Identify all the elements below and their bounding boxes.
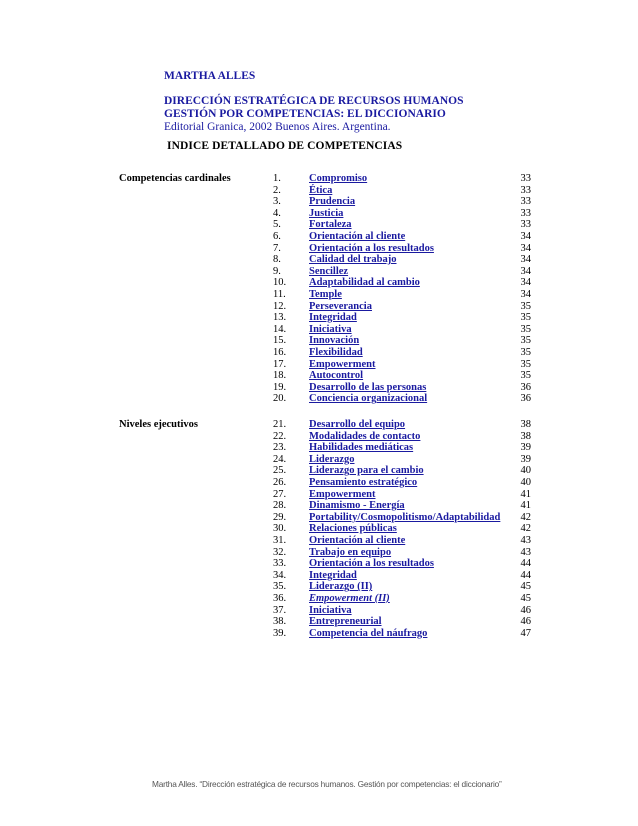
item-number: 16. [273,346,287,358]
competency-link[interactable]: Compromiso [309,173,368,184]
index-row [119,231,531,243]
page-number: 34 [520,242,531,254]
page-number: 35 [520,300,531,312]
competency-link[interactable]: Ética [309,184,333,196]
item-number: 6. [273,230,281,242]
item-number: 13. [273,312,287,324]
item-number: 25. [273,465,287,477]
page-number: 35 [520,335,531,347]
item-number: 38. [273,616,287,628]
competency-link[interactable]: Entrepreneurial [309,616,382,628]
competency-link[interactable]: Perseverancia [309,300,372,312]
competency-link[interactable]: Orientación al cliente [309,230,406,242]
item-number: 36. [273,592,287,604]
competency-link[interactable]: Relaciones públicas [309,523,397,535]
competency-link[interactable]: Prudencia [309,196,356,208]
section-niveles-ejecutivos [119,419,531,639]
item-number: 27. [273,488,287,500]
index-row [119,301,531,313]
item-number: 18. [273,370,287,382]
item-number: 30. [273,523,287,535]
competency-link[interactable]: Liderazgo para el cambio [309,465,424,477]
competency-link[interactable]: Desarrollo del equipo [309,419,406,430]
item-number: 19. [273,381,287,393]
index-row [119,500,531,512]
competency-link[interactable]: Competencia del náufrago [309,627,428,639]
page-number: 39 [520,442,531,454]
page-number: 35 [520,323,531,335]
index-row [119,266,531,278]
page-number: 41 [520,500,531,512]
index-row [119,581,531,593]
index-row [119,523,531,535]
item-number: 32. [273,546,287,558]
item-number: 15. [273,335,287,347]
competency-link[interactable]: Empowerment [309,488,376,500]
page-number: 35 [520,346,531,358]
page-number: 38 [520,419,531,430]
competency-link[interactable]: Orientación al cliente [309,534,406,546]
index-row [119,219,531,231]
item-number: 33. [273,558,287,570]
page-number: 43 [520,546,531,558]
index-row [119,382,531,394]
index-row [119,605,531,617]
competency-link[interactable]: Temple [309,288,342,300]
index-row [119,335,531,347]
competency-link[interactable]: Desarrollo de las personas [309,381,427,393]
competency-link[interactable]: Adaptabilidad al cambio [309,277,420,289]
page-number: 34 [520,277,531,289]
index-title: INDICE DETALLADO DE COMPETENCIAS [167,140,403,152]
competency-link[interactable]: Trabajo en equipo [309,546,392,558]
item-number: 21. [273,419,287,430]
item-number: 28. [273,500,287,512]
item-number: 22. [273,430,287,442]
page-footer: Martha Alles. “Dirección estratégica de recursos humanos. Gestión por competencias: el diccionario” [152,779,502,789]
item-number: 35. [273,581,287,593]
page-number: 47 [520,627,531,639]
page-number: 39 [520,453,531,465]
item-number: 26. [273,476,287,488]
competency-link[interactable]: Empowerment (II) [309,592,390,604]
page-number: 44 [520,569,531,581]
competency-link[interactable]: Innovación [309,335,360,347]
item-number: 20. [273,393,287,405]
page-number: 33 [520,219,531,231]
page-number: 35 [520,370,531,382]
page-number: 38 [520,430,531,442]
section-label: Niveles ejecutivos [119,419,199,430]
competency-link[interactable]: Orientación a los resultados [309,242,434,254]
index-row [119,370,531,382]
competency-link[interactable]: Autocontrol [309,370,364,382]
index-row [119,289,531,301]
index-row [119,442,531,454]
item-number: 4. [273,207,281,219]
page-number: 42 [520,511,531,523]
item-number: 3. [273,196,281,208]
page-number: 46 [520,604,531,616]
page-number: 34 [520,265,531,277]
publisher-info: Editorial Granica, 2002 Buenos Aires. Argentina. [164,121,391,133]
index-row [119,593,531,605]
index-row [119,454,531,466]
competency-link[interactable]: Pensamiento estratégico [309,476,418,488]
page-number: 33 [520,184,531,196]
index-row [119,254,531,266]
item-number: 23. [273,442,287,454]
item-number: 29. [273,511,287,523]
competency-link[interactable]: Orientación a los resultados [309,558,434,570]
page-number: 34 [520,230,531,242]
page-number: 46 [520,616,531,628]
item-number: 9. [273,265,281,277]
index-row [119,628,531,640]
item-number: 7. [273,242,281,254]
competency-link[interactable]: Empowerment [309,358,376,370]
page-number: 40 [520,476,531,488]
competency-link[interactable]: Iniciativa [309,604,352,616]
competency-link[interactable]: Portability/Cosmopolitismo/Adaptabilidad [309,511,501,523]
competency-link[interactable]: Liderazgo [309,453,355,465]
index-row [119,347,531,359]
competency-link[interactable]: Liderazgo (II) [309,581,373,593]
competency-link[interactable]: Fortaleza [309,219,352,231]
item-number: 2. [273,184,281,196]
page-number: 33 [520,173,531,184]
page-number: 36 [520,381,531,393]
competency-link[interactable]: Integridad [309,312,357,324]
index-row [119,558,531,570]
competency-link[interactable]: Flexibilidad [309,346,363,358]
competency-link[interactable]: Iniciativa [309,323,352,335]
item-number: 11. [273,288,286,300]
page-number: 35 [520,358,531,370]
index-row [119,243,531,255]
book-title-line-1: DIRECCIÓN ESTRATÉGICA DE RECURSOS HUMANOS [164,95,464,107]
section-competencias-cardinales [119,173,531,405]
index-row [119,465,531,477]
page-number: 34 [520,254,531,266]
page-number: 45 [520,581,531,593]
section-label: Competencias cardinales [119,173,231,184]
index-row [119,489,531,501]
index-row [119,477,531,489]
item-number: 39. [273,627,287,639]
competency-link[interactable]: Calidad del trabajo [309,254,397,266]
item-number: 17. [273,358,287,370]
index-row [119,393,531,405]
index-row [119,512,531,524]
index-row [119,359,531,371]
item-number: 12. [273,300,287,312]
page-number: 33 [520,207,531,219]
index-row [119,570,531,582]
competency-link[interactable]: Conciencia organizacional [309,393,428,405]
page-number: 41 [520,488,531,500]
document-header [164,69,463,134]
competency-link[interactable]: Habilidades mediáticas [309,442,414,454]
item-number: 34. [273,569,287,581]
competency-link[interactable]: Sencillez [309,265,349,277]
item-number: 14. [273,323,287,335]
page-number: 33 [520,196,531,208]
item-number: 10. [273,277,287,289]
page-number: 45 [520,592,531,604]
competency-link[interactable]: Dinamismo - Energía [309,500,405,512]
competency-link[interactable]: Integridad [309,569,357,581]
item-number: 1. [273,173,281,184]
item-number: 5. [273,219,281,231]
index-row [119,324,531,336]
page-number: 44 [520,558,531,570]
competency-link[interactable]: Modalidades de contacto [309,430,421,442]
item-number: 37. [273,604,287,616]
index-row [119,185,531,197]
index-row [119,196,531,208]
index-row [119,535,531,547]
item-number: 8. [273,254,281,266]
item-number: 31. [273,534,287,546]
index-row [119,616,531,628]
index-row [119,208,531,220]
page-number: 35 [520,312,531,324]
index-row [119,277,531,289]
page-number: 36 [520,393,531,405]
book-title-line-2: GESTIÓN POR COMPETENCIAS: EL DICCIONARIO [164,108,446,120]
competency-link[interactable]: Justicia [309,207,344,219]
index-row [119,419,531,431]
page-number: 43 [520,534,531,546]
author-name: MARTHA ALLES [164,70,256,82]
index-row [119,547,531,559]
index-row [119,312,531,324]
index-row [119,431,531,443]
page-number: 40 [520,465,531,477]
item-number: 24. [273,453,287,465]
page-number: 42 [520,523,531,535]
index-row [119,173,531,185]
page-number: 34 [520,288,531,300]
